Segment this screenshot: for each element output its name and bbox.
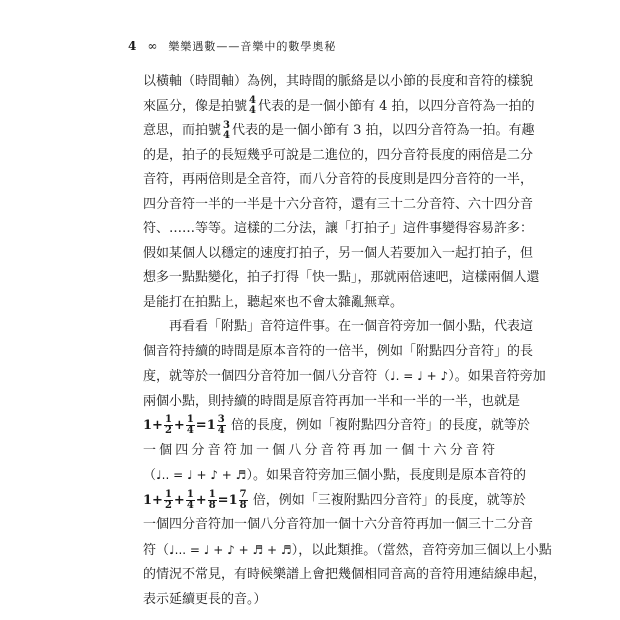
text-line: 一個四分音符加一個八分音符加一個十六分音符再加一個三十二分音: [143, 517, 534, 532]
time-signature-top: 4: [249, 95, 256, 106]
numerator: 1: [208, 488, 216, 500]
denominator: 4: [186, 499, 194, 511]
text-line: [143, 488, 526, 514]
text-run: 代表的是一個小節有 3 拍，以四分音符為一拍。有趣: [231, 123, 535, 138]
math-expression: 1+ $\frac{1}{2}$ + $\frac{1}{4}$ + $\frac{1}{8}$ =1 $\frac{7}{8}$: [143, 488, 247, 511]
denominator: 8: [208, 499, 216, 511]
text-line: 以橫軸（時間軸）為例，其時間的脈絡是以小節的長度和音符的樣貌: [143, 74, 534, 89]
numerator: 1: [186, 414, 194, 425]
denominator: 8: [239, 499, 247, 511]
text-run: 倍，例如「三複附點四分音符」的長度，就等於: [252, 492, 526, 508]
math-integer: 1: [228, 492, 238, 508]
fraction: [186, 415, 195, 436]
text-line: 的情況不常見，有時候樂譜上會把幾個相同音高的音符用連結線串起，: [143, 567, 547, 582]
text-line: 音符，再兩倍則是全音符，而八分音符的長度則是四分音符的一半，: [143, 172, 534, 187]
fraction: [164, 490, 173, 511]
text-line: [143, 364, 546, 390]
math-integer: 1: [143, 492, 153, 508]
text-run: ）。如果音符旁加三個小點，長度則是原本音符的: [246, 468, 526, 483]
text-line: 一個四分音符加一個八分音符再加一個十六分音符: [143, 442, 495, 458]
time-signature: [248, 96, 257, 116]
text-line: 兩個小點，則持續的時間是原音符再加一半和一半的一半，也就是: [143, 393, 521, 409]
math-expression: 1+ $\frac{1}{2}$ + $\frac{1}{4}$ =1 $\frac{3}{4}$: [143, 414, 225, 436]
numerator: 1: [164, 414, 172, 425]
text-line: 的是，拍子的長短幾乎可說是二進位的，四分音符長度的兩倍是二分: [143, 147, 534, 163]
running-header: [128, 38, 336, 54]
denominator: 2: [164, 425, 172, 436]
fraction: [164, 415, 173, 436]
text-line: 再看看「附點」音符這件事。在一個音符旁加一個小點，代表這: [169, 319, 534, 334]
music-notes-equation: ♩.. = ♩ + ♪ + ♬: [156, 468, 247, 482]
fraction: [208, 490, 217, 511]
page-number: 4: [128, 39, 138, 53]
text-line: [143, 463, 526, 489]
time-signature-bottom: 4: [223, 129, 230, 141]
numerator: 7: [239, 488, 247, 500]
numerator: 1: [164, 488, 172, 500]
text-run: 代表的是一個小節有 4 拍，以四分音符為一拍的: [257, 98, 535, 114]
denominator: 4: [217, 425, 225, 436]
body-text: [143, 70, 552, 612]
text-run: （: [143, 468, 157, 483]
numerator: 1: [186, 488, 194, 500]
time-signature-bottom: 4: [249, 105, 256, 116]
fraction: [186, 490, 195, 511]
text-line: 表示延續更長的音。）: [143, 591, 267, 607]
text-line: 假如某個人以穩定的速度打拍子，另一個人若要加入一起打拍子，但: [143, 245, 534, 261]
text-line: [143, 119, 535, 144]
math-integer: 1: [143, 418, 153, 433]
time-signature-top: 3: [223, 119, 230, 131]
text-line: 符、……等等。這樣的二分法，讓「打拍子」這件事變得容易許多：: [143, 221, 534, 236]
numerator: 3: [217, 414, 225, 425]
text-line: 個音符持續的時間是原本音符的一倍半，例如「附點四分音符」的長: [143, 343, 534, 359]
text-line: 四分音符一半的一半是十六分音符，還有三十二分音符、六十四分音: [143, 196, 534, 212]
running-title: 樂樂遇數——音樂中的數學奧秘: [168, 40, 337, 53]
music-notes-equation: ♩... = ♩ + ♪ + ♬ + ♬: [169, 542, 292, 557]
fraction: [217, 415, 226, 436]
math-integer: 1: [206, 418, 216, 433]
text-run: ）。如果音符旁加: [448, 369, 546, 384]
time-signature: [222, 121, 231, 141]
text-run: 符（: [143, 542, 170, 558]
text-run: 意思，而拍號: [143, 123, 222, 138]
denominator: 4: [186, 425, 194, 436]
fraction: [239, 490, 248, 511]
text-line: [143, 95, 535, 120]
text-line: 想多一點點變化，拍子打得「快一點」，那就兩倍速吧，這樣兩個人還: [143, 270, 540, 285]
text-line: [143, 538, 552, 564]
text-run: ），以此類推。（當然，音符旁加三個以上小點: [291, 542, 552, 558]
denominator: 2: [164, 499, 172, 511]
music-notes-equation: ♩. = ♩ + ♪: [390, 369, 449, 383]
text-line: [143, 414, 530, 439]
text-run: 來區分，像是拍號: [143, 98, 248, 114]
text-run: 度，就等於一個四分音符加一個八分音符（: [143, 369, 391, 384]
text-run: 倍的長度，例如「複附點四分音符」的長度，就等於: [230, 418, 530, 433]
infinity-ornament-icon: ∞: [147, 39, 159, 53]
text-line: 是能打在拍點上，聽起來也不會太雜亂無章。: [143, 294, 404, 310]
